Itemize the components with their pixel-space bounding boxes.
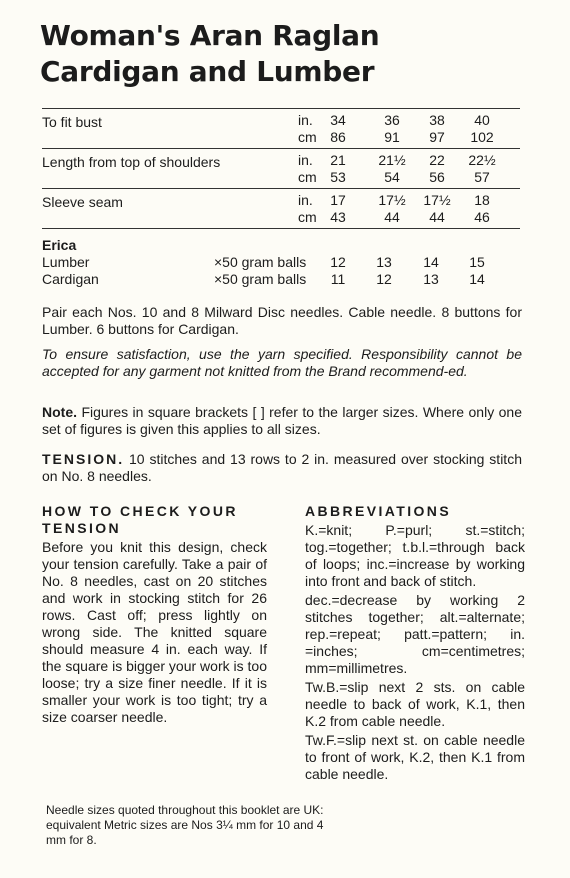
unit-label: cm [298,129,317,145]
size-value: 18 [474,192,490,208]
size-group-length [42,148,520,188]
size-value: 56 [429,169,445,185]
size-group-bust [42,108,520,148]
tension-paragraph [42,451,522,485]
size-label: Length from top of shoulders [42,154,221,170]
ball-unit: ×50 gram balls [214,254,307,270]
size-row-cm [42,169,520,186]
ball-count: 13 [376,254,392,270]
ball-count: 15 [469,254,485,270]
size-value: 86 [330,129,346,145]
yarn-row-lumber [42,254,520,271]
size-label: Sleeve seam [42,194,123,210]
size-value: 40 [474,112,490,128]
size-value: 46 [474,209,490,225]
size-value: 91 [384,129,400,145]
abbreviation-paragraph: Tw.F.=slip next st. on cable needle to front of work, K.2, then K.1 from cable needle. [305,732,525,782]
ball-count: 11 [330,271,346,287]
size-value: 43 [330,209,346,225]
unit-label: in. [298,112,313,128]
size-row-in [42,192,520,209]
size-value: 17½ [423,192,451,208]
size-group-sleeve [42,188,520,229]
abbreviation-paragraph: Tw.B.=slip next 2 sts. on cable needle to back of work, K.1, then K.2 from cable needle. [305,679,525,729]
size-row-cm [42,209,520,226]
size-value: 17 [330,192,346,208]
unit-label: cm [298,169,317,185]
size-value: 36 [384,112,400,128]
tension-label: TENSION. [42,451,125,467]
garment-name: Lumber [42,254,90,270]
size-value: 21½ [378,152,406,168]
ball-count: 12 [376,271,392,287]
size-value: 53 [330,169,346,185]
size-value: 57 [474,169,490,185]
section-heading: HOW TO CHECK YOUR TENSION [42,503,238,536]
size-value: 22½ [468,152,496,168]
ball-count: 12 [330,254,346,270]
abbreviation-paragraph: K.=knit; P.=purl; st.=stitch; tog.=together; t.b.l.=through back of loops; inc.=increase by working into front and back of stitch. [305,522,525,589]
note-text: Figures in square brackets [ ] refer to the larger sizes. Where only one set of figures is given this applies to all sizes. [42,404,522,437]
ball-count: 13 [423,271,439,287]
size-row-in [42,112,520,129]
tension-text: 10 stitches and 13 rows to 2 in. measured over stocking stitch on No. 8 needles. [42,451,522,484]
satisfaction-paragraph: To ensure satisfaction, use the yarn specified. Responsibility cannot be accepted for any garment not knitted from the Brand recommend-ed. [42,346,522,379]
unit-label: in. [298,192,313,208]
size-row-cm [42,129,520,146]
garment-name: Cardigan [42,271,99,287]
size-value: 102 [470,129,494,145]
yarn-brand: Erica [42,237,77,253]
section-text: Before you knit this design, check your tension carefully. Take a pair of No. 8 needles, cast on 20 stitches and work in stocking stitch for 26 rows. Cast off; press lightly on wrong side. The knitted square should measure 4 in. each way. If the square is bigger your work is too loose; try a size finer needle. If it is smaller your work is too tight; try a size coarser needle. [42,539,267,725]
needle-size-footnote: Needle sizes quoted throughout this booklet are UK: equivalent Metric sizes are Nos 3¼ mm for 10 and 4 mm for 8. [46,803,324,847]
unit-label: in. [298,152,313,168]
title-line-1: Woman's Aran Raglan [40,19,380,52]
pattern-title [40,18,379,90]
yarn-row-cardigan [42,271,520,288]
size-value: 22 [429,152,445,168]
unit-label: cm [298,209,317,225]
title-line-2: Cardigan and Lumber [40,55,375,88]
size-row-in [42,152,520,169]
size-value: 34 [330,112,346,128]
size-value: 54 [384,169,400,185]
note-paragraph [42,404,522,438]
needles-paragraph: Pair each Nos. 10 and 8 Milward Disc needles. Cable needle. 8 buttons for Lumber. 6 buttons for Cardigan. [42,304,522,337]
size-label: To fit bust [42,114,102,130]
ball-count: 14 [423,254,439,270]
ball-unit: ×50 gram balls [214,271,307,287]
abbreviation-paragraph: dec.=decrease by working 2 stitches together; alt.=alternate; rep.=repeat; patt.=pattern; in. =inches; cm=centimetres; mm=millimetres. [305,592,525,676]
ball-count: 14 [469,271,485,287]
yarn-requirements [42,237,520,288]
abbreviations-section [305,503,525,785]
size-value: 21 [330,152,346,168]
size-table [42,108,520,229]
size-value: 38 [429,112,445,128]
size-value: 17½ [378,192,406,208]
size-value: 44 [429,209,445,225]
tension-check-section [42,503,267,726]
note-label: Note. [42,404,77,420]
size-value: 97 [429,129,445,145]
size-value: 44 [384,209,400,225]
section-heading: ABBREVIATIONS [305,503,452,519]
